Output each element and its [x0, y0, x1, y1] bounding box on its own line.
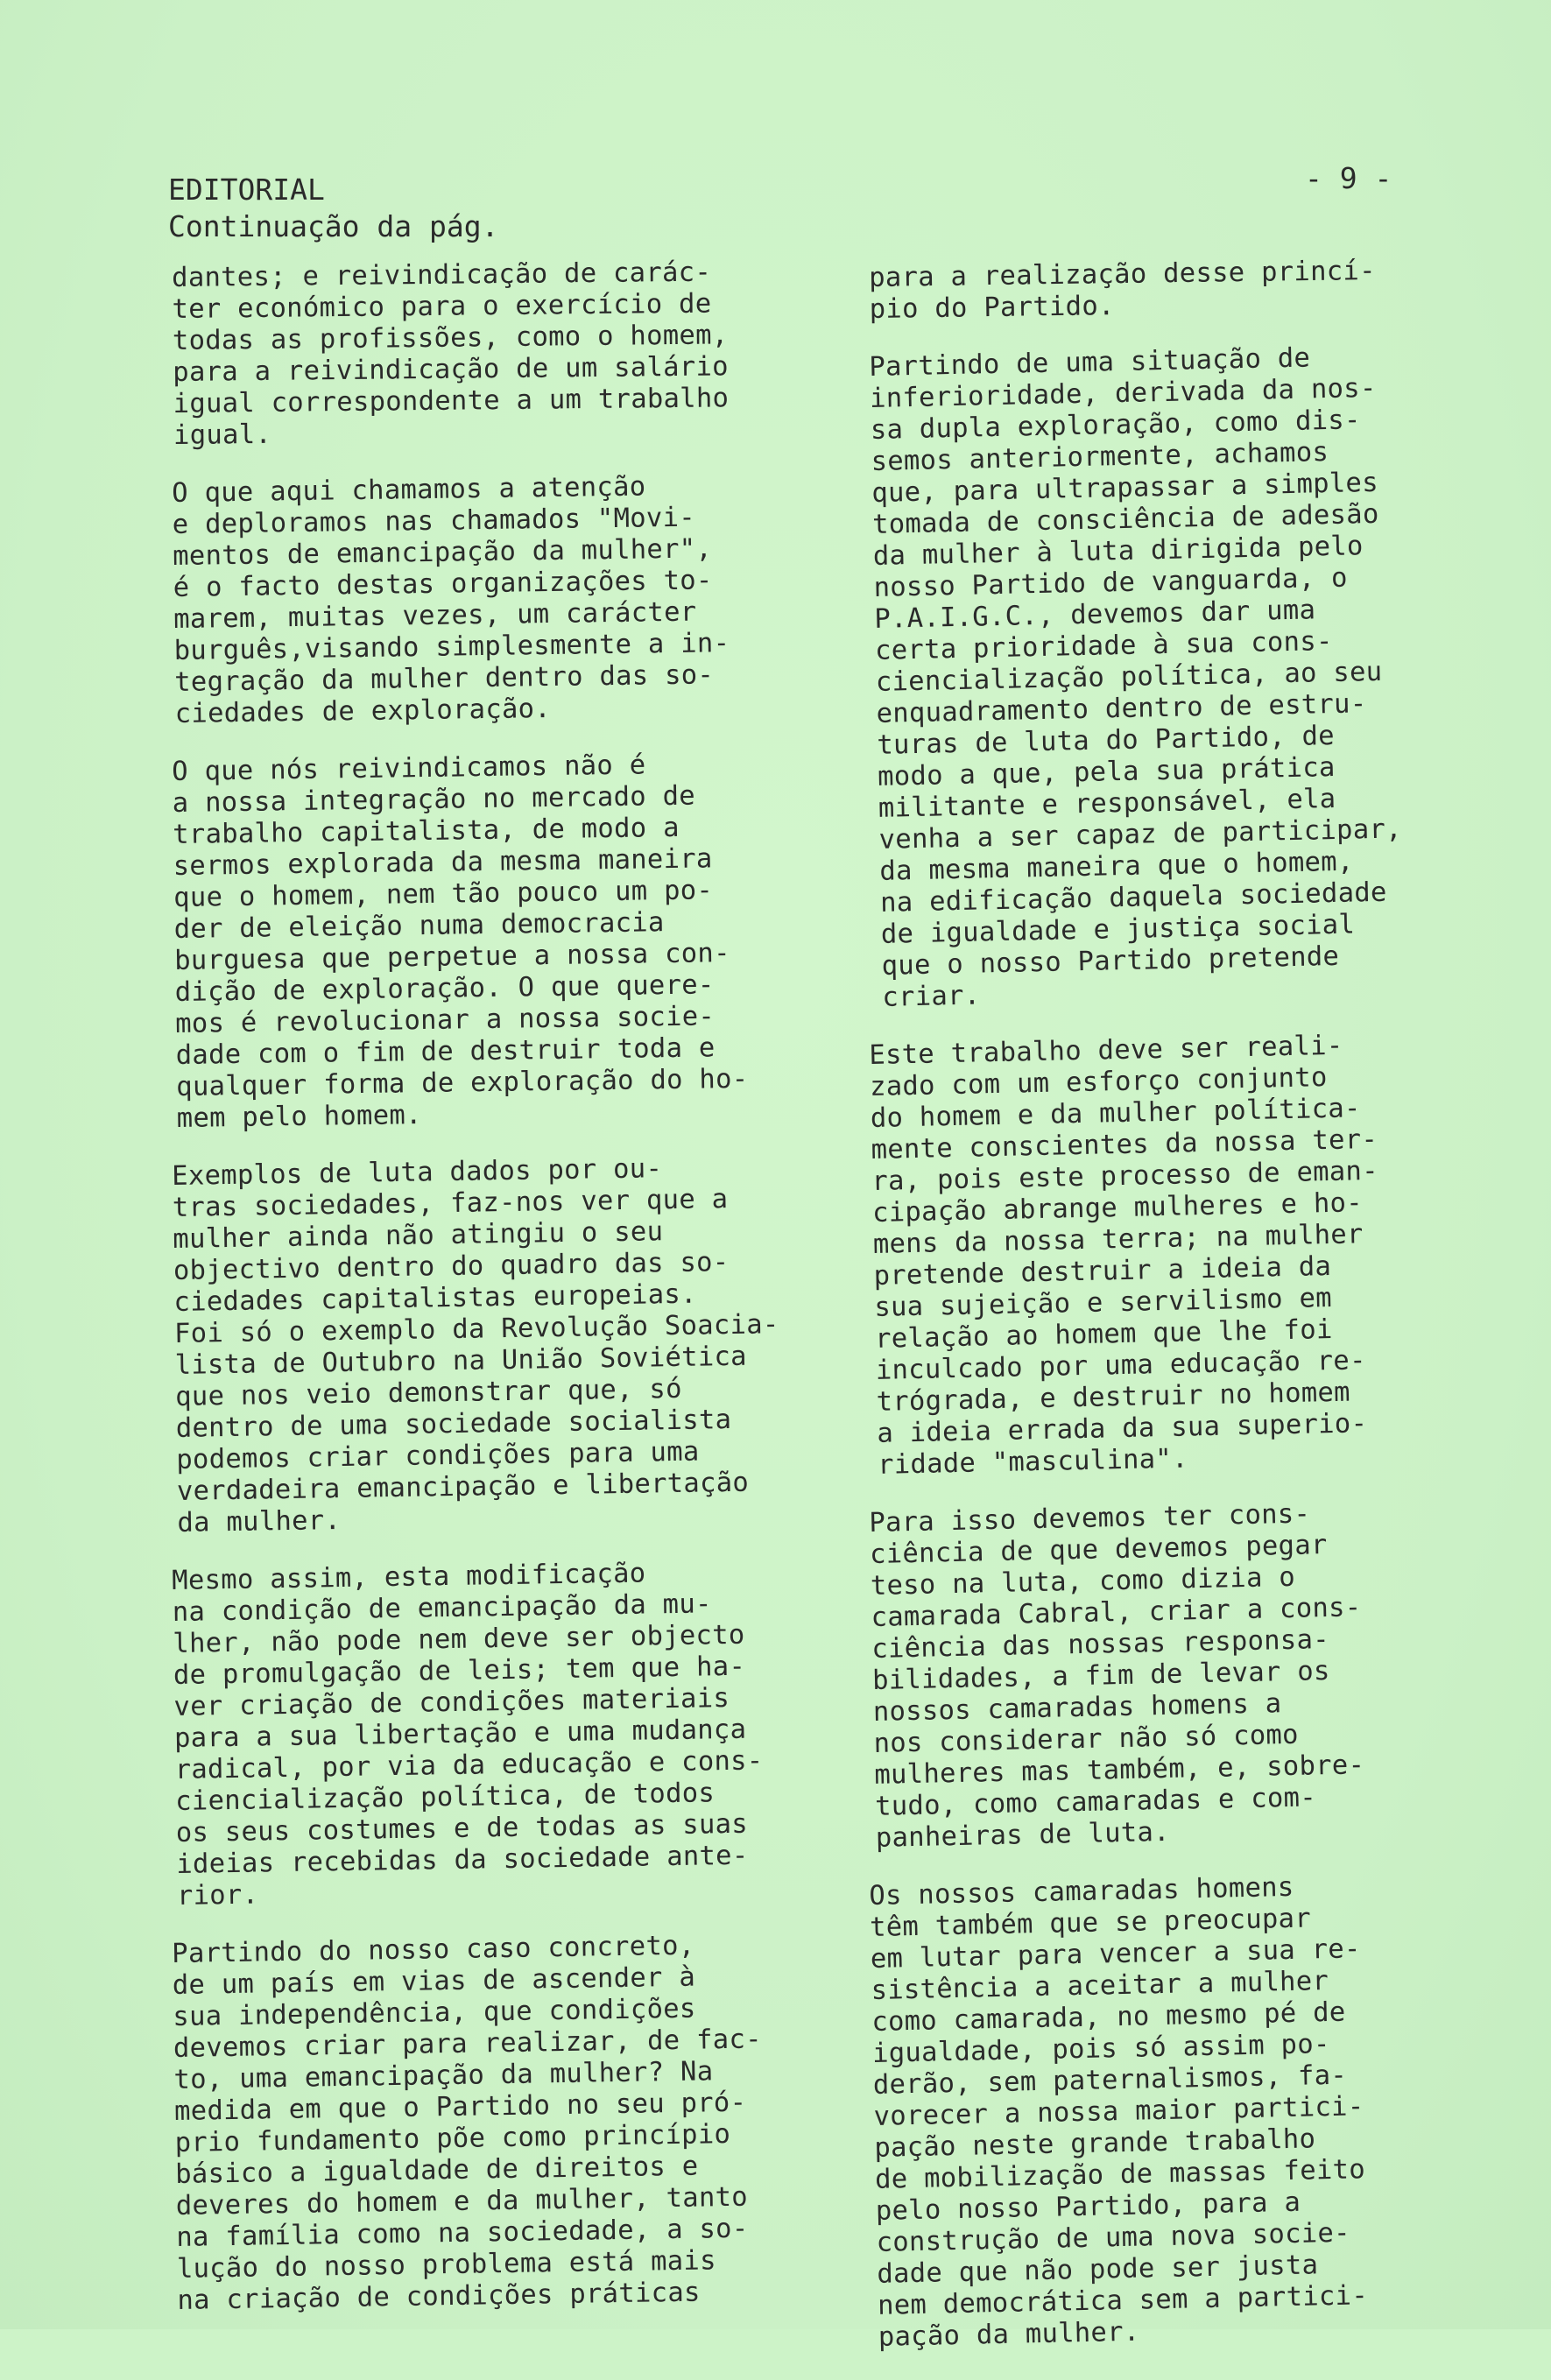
- page-header: [168, 172, 499, 245]
- text-line: prio fundamento põe como princípio: [174, 2119, 731, 2158]
- text-line: modo a que, pela sua prática: [877, 751, 1336, 792]
- text-line: como camarada, no mesmo pé de: [871, 1996, 1346, 2038]
- paragraph: [172, 1555, 851, 1912]
- text-line: Partindo do nosso caso concreto,: [172, 1930, 695, 1969]
- text-line: para a reivindicação de um salário: [173, 351, 729, 388]
- text-line: pretende destruir a ideia da: [873, 1251, 1332, 1292]
- left-column: [172, 257, 846, 2343]
- text-line: Para isso devemos ter cons-: [869, 1498, 1311, 1539]
- text-line: de promulgação de leis; tem que ha-: [173, 1651, 746, 1691]
- text-line: lista de Outubro na União Soviética: [174, 1341, 748, 1381]
- text-line: tras sociedades, faz-nos ver que a: [172, 1184, 729, 1223]
- text-line: cipação abrange mulheres e ho-: [871, 1187, 1364, 1229]
- text-line: sa dupla exploração, como dis-: [870, 405, 1362, 446]
- text-line: sua independência, que condições: [173, 1993, 696, 2032]
- text-line: do homem e da mulher política-: [870, 1093, 1362, 1134]
- text-line: na criação de condições práticas: [177, 2277, 701, 2316]
- text-line: Este trabalho deve ser reali-: [869, 1030, 1343, 1071]
- text-line: to, uma emancipação da mulher? Na: [173, 2056, 714, 2095]
- paragraph: [172, 1151, 852, 1539]
- paragraph: [172, 747, 851, 1135]
- text-line: P.A.I.G.C., devemos dar uma: [874, 595, 1316, 635]
- text-line: ver criação de condições materiais: [173, 1683, 730, 1722]
- text-line: da mulher à luta dirigida pelo: [872, 531, 1364, 572]
- text-line: ridade "masculina".: [877, 1443, 1189, 1481]
- text-line: na família como na sociedade, a so-: [176, 2213, 749, 2253]
- text-line: tomada de consciência de adesão: [871, 498, 1379, 540]
- text-line: mentos de emancipação da mulher",: [173, 533, 713, 572]
- text-line: sistência a aceitar a mulher: [871, 1966, 1329, 2006]
- text-line: nos considerar não só como: [873, 1719, 1300, 1759]
- text-line: relação ao homem que lhe foi: [874, 1313, 1333, 1355]
- text-line: mos é revolucionar a nossa socie-: [175, 1001, 716, 1039]
- text-line: ter económico para o exercício de: [172, 288, 712, 325]
- text-line: Partindo de uma situação de: [869, 342, 1311, 383]
- text-line: ciencialização política, de todos: [174, 1778, 716, 1817]
- text-line: ciedades capitalistas europeias.: [173, 1278, 697, 1318]
- text-line: mente conscientes da nossa ter-: [871, 1123, 1378, 1165]
- text-line: da mesma maneira que o homem,: [879, 846, 1354, 887]
- text-line: é o facto destas organizações to-: [173, 565, 713, 603]
- text-line: construção de uma nova socie-: [876, 2217, 1351, 2258]
- text-line: dade com o fim de destruir toda e: [175, 1032, 716, 1071]
- paragraph: [172, 1928, 852, 2317]
- text-line: sua sujeição e servilismo em: [874, 1282, 1333, 1323]
- text-line: igualdade, pois só assim po-: [871, 2029, 1330, 2069]
- text-line: deveres do homem e da mulher, tanto: [175, 2181, 749, 2222]
- text-line: vorecer a nossa maior partici-: [873, 2091, 1364, 2132]
- text-line: todas as profissões, como o homem,: [172, 320, 729, 356]
- text-line: burguesa que perpetue a nossa con-: [174, 938, 730, 976]
- text-line: na edificação daquela sociedade: [879, 877, 1387, 919]
- text-line: sermos explorada da mesma maneira: [173, 843, 713, 882]
- text-line: camarada Cabral, criar a cons-: [871, 1592, 1362, 1633]
- paragraph: [869, 1495, 1489, 1855]
- text-line: zado com um esforço conjunto: [869, 1062, 1328, 1102]
- text-line: dição de exploração. O que quere-: [174, 969, 715, 1008]
- paragraph: [869, 1027, 1491, 1482]
- text-line: que, para ultrapassar a simples: [871, 467, 1379, 509]
- text-line: podemos criar condições para uma: [176, 1436, 700, 1475]
- text-line: semos anteriormente, achamos: [871, 437, 1329, 477]
- text-line: rior.: [176, 1879, 259, 1912]
- continuation-note: Continuação da pág.: [168, 209, 499, 243]
- text-line: mulheres mas também, e, sobre-: [874, 1750, 1365, 1791]
- text-line: trabalho capitalista, de modo a: [173, 812, 680, 850]
- text-line: teso na luta, como dizia o: [870, 1561, 1296, 1602]
- text-line: pação neste grande trabalho: [874, 2123, 1316, 2164]
- text-line: Mesmo assim, esta modificação: [172, 1558, 646, 1596]
- text-line: burguês,visando simplesmente a in-: [173, 628, 730, 666]
- paragraph: [869, 339, 1496, 1013]
- text-line: em lutar para vencer a sua re-: [870, 1933, 1362, 1975]
- text-line: ciedades de exploração.: [174, 693, 552, 729]
- text-line: devemos criar para realizar, de fac-: [173, 2024, 763, 2064]
- text-line: O que aqui chamamos a atenção: [172, 471, 646, 509]
- text-line: militante e responsável, ela: [878, 783, 1336, 824]
- right-column: [869, 255, 1482, 2380]
- text-line: têm também que se preocupar: [869, 1903, 1312, 1943]
- text-line: nossos camaradas homens a: [872, 1688, 1282, 1728]
- paragraph: [869, 1868, 1491, 2354]
- text-line: Exemplos de luta dados por ou-: [172, 1153, 663, 1192]
- text-line: ideias recebidas da sociedade ante-: [176, 1840, 749, 1880]
- text-line: panheiras de luta.: [875, 1816, 1171, 1854]
- text-line: inferioridade, derivada da nos-: [869, 372, 1377, 414]
- text-line: ra, pois este processo de eman-: [871, 1155, 1379, 1197]
- text-line: de um país em vias de ascender à: [172, 1961, 696, 2001]
- text-line: objectivo dentro do quadro das so-: [173, 1247, 730, 1286]
- text-line: medida em que o Partido no seu pró-: [173, 2087, 747, 2127]
- text-line: qualquer forma de exploração do ho-: [176, 1063, 749, 1102]
- text-line: radical, por via da educação e cons-: [174, 1745, 764, 1785]
- text-line: bilidades, a fim de levar os: [871, 1656, 1330, 1696]
- text-line: de mobilização de massas feito: [874, 2154, 1366, 2195]
- text-line: mem pelo homem.: [176, 1100, 422, 1134]
- text-line: da mulher.: [177, 1505, 342, 1539]
- text-line: básico a igualdade de direitos e: [174, 2151, 699, 2190]
- text-line: pação da mulher.: [878, 2316, 1140, 2353]
- text-line: igual.: [173, 419, 272, 451]
- text-line: igual correspondente a um trabalho: [173, 383, 730, 419]
- paragraph: [172, 256, 848, 452]
- text-line: inculcado por uma educação re-: [875, 1345, 1367, 1386]
- text-line: para a realização desse princí-: [869, 255, 1376, 293]
- text-line: lher, não pode nem deve ser objecto: [173, 1619, 745, 1659]
- text-line: ciência das nossas responsa-: [871, 1624, 1330, 1665]
- text-line: nem democrática sem a partici-: [877, 2280, 1369, 2321]
- text-line: para a sua libertação e uma mudança: [173, 1714, 747, 1754]
- text-line: e deploramos nas chamados "Movi-: [172, 502, 696, 540]
- text-line: turas de luta do Partido, de: [877, 720, 1336, 761]
- text-line: ciência de que devemos pegar: [869, 1530, 1328, 1570]
- text-line: pelo nosso Partido, para a: [875, 2186, 1301, 2227]
- text-line: trógrada, e destruir no homem: [876, 1377, 1351, 1418]
- text-line: mulher ainda não atingiu o seu: [173, 1216, 664, 1255]
- section-title: EDITORIAL: [168, 173, 325, 207]
- text-line: que o nosso Partido pretende: [881, 940, 1340, 982]
- text-line: a ideia errada da sua superio-: [877, 1408, 1368, 1449]
- text-line: que o homem, nem tão pouco um po-: [173, 875, 714, 913]
- text-line: marem, muitas vezes, um carácter: [173, 596, 697, 635]
- text-line: der de eleição numa democracia: [173, 907, 665, 945]
- text-line: dentro de uma sociedade socialista: [175, 1404, 732, 1444]
- text-line: pio do Partido.: [869, 291, 1115, 325]
- text-line: dade que não pode ser justa: [877, 2250, 1319, 2290]
- text-line: O que nós reivindicamos não é: [172, 750, 646, 787]
- text-line: certa prioridade à sua cons-: [874, 625, 1333, 666]
- text-line: derão, sem paternalismos, fa-: [872, 2060, 1348, 2101]
- paragraph: [869, 254, 1483, 326]
- text-line: a nossa integração no mercado de: [172, 780, 696, 819]
- paragraph: [172, 468, 850, 730]
- text-line: enquadramento dentro de estru-: [876, 688, 1367, 729]
- text-line: mens da nossa terra; na mulher: [872, 1219, 1364, 1260]
- text-line: ciencialização política, ao seu: [875, 656, 1383, 698]
- text-line: Os nossos camaradas homens: [869, 1871, 1294, 1912]
- text-line: que nos veio demonstrar que, só: [174, 1373, 682, 1412]
- text-line: dantes; e reivindicação de carác-: [172, 257, 712, 293]
- text-line: os seus costumes e de todas as suas: [175, 1808, 749, 1848]
- text-line: nosso Partido de vanguarda, o: [873, 562, 1349, 603]
- text-line: lução do nosso problema está mais: [176, 2245, 717, 2285]
- text-line: venha a ser capaz de participar,: [878, 813, 1403, 856]
- text-line: tegração da mulher dentro das so-: [174, 659, 715, 698]
- page-number: - 9 -: [1305, 161, 1392, 195]
- text-line: verdadeira emancipação e libertação: [176, 1467, 750, 1507]
- text-line: tudo, como camaradas e com-: [874, 1782, 1317, 1822]
- text-line: na condição de emancipação da mu-: [172, 1588, 712, 1628]
- text-line: Foi só o exemplo da Revolução Soacia-: [173, 1309, 779, 1349]
- text-line: de igualdade e justiça social: [880, 909, 1356, 950]
- text-line: criar.: [882, 980, 981, 1013]
